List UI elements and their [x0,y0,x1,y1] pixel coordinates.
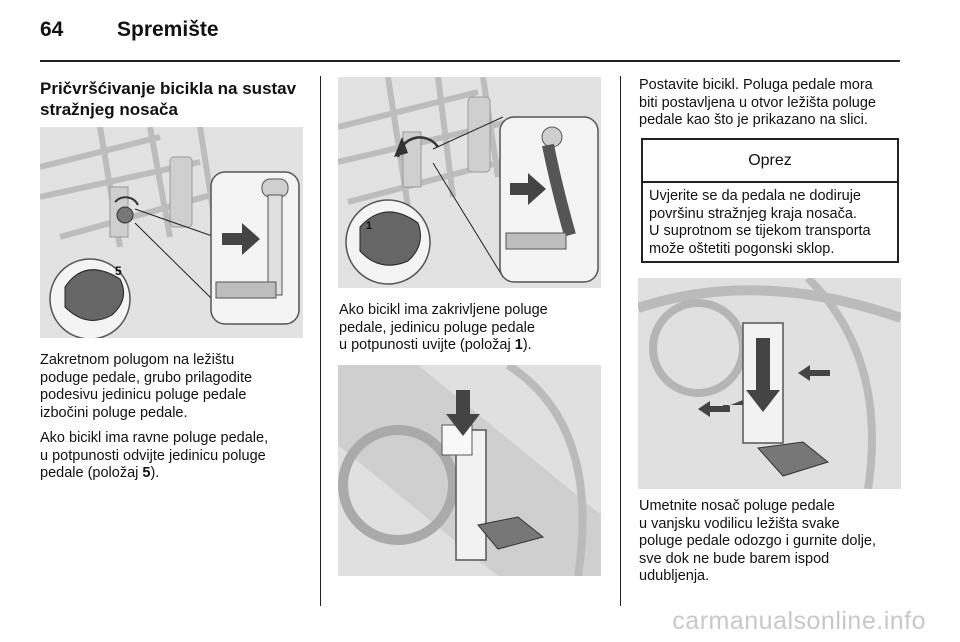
column-divider-2 [620,76,621,606]
page-number: 64 [40,18,64,41]
illustration-pedal-holder-insert [338,365,601,576]
illustration-pedal-adjust-curved [338,77,601,288]
subsection-heading: Pričvršćivanje bicikla na sustav stražnjeg nosača [40,79,297,119]
header-rule [40,60,900,62]
paragraph-flat-pedals: Ako bicikl ima ravne poluge pedale, u potpunosti odvijte jedinicu poluge pedale (položaj 5). [40,430,269,481]
position-label: 1 [366,220,373,232]
paragraph-adjust: Zakretnom polugom na ležištu poduge pedale, grubo prilagodite podesivu jedinicu poluge pedale izbočini poluge pedale. [40,352,253,421]
paragraph-insert-holder: Umetnite nosač poluge pedale u vanjsku vodilicu ležišta svake poluge pedale odozgo i gurnite dolje, sve dok ne bude barem ispod udubljenja. [639,498,877,584]
illustration-push-holder-down [638,278,901,489]
column-divider-1 [320,76,321,606]
illustration-pedal-adjust-flat [40,127,303,338]
paragraph-place-bicycle: Postavite bicikl. Poluga pedale mora biti postavljena u otvor ležišta poluge pedale kao što je prikazano na slici. [639,77,876,128]
watermark: carmanualsonline.info [672,607,926,635]
position-label: 5 [115,264,122,278]
section-title: Spremište [117,18,219,41]
caution-title: Oprez [643,140,897,183]
paragraph-curved-pedals: Ako bicikl ima zakrivljene poluge pedale, jedinicu poluge pedale u potpunosti uvijte (položaj 1). [339,302,548,353]
caution-text: Uvjerite se da pedala ne dodiruje površinu stražnjeg kraja nosača. U suprotnom se tijekom transporta može oštetiti pogonski sklop. [649,188,871,257]
caution-box [641,138,899,263]
